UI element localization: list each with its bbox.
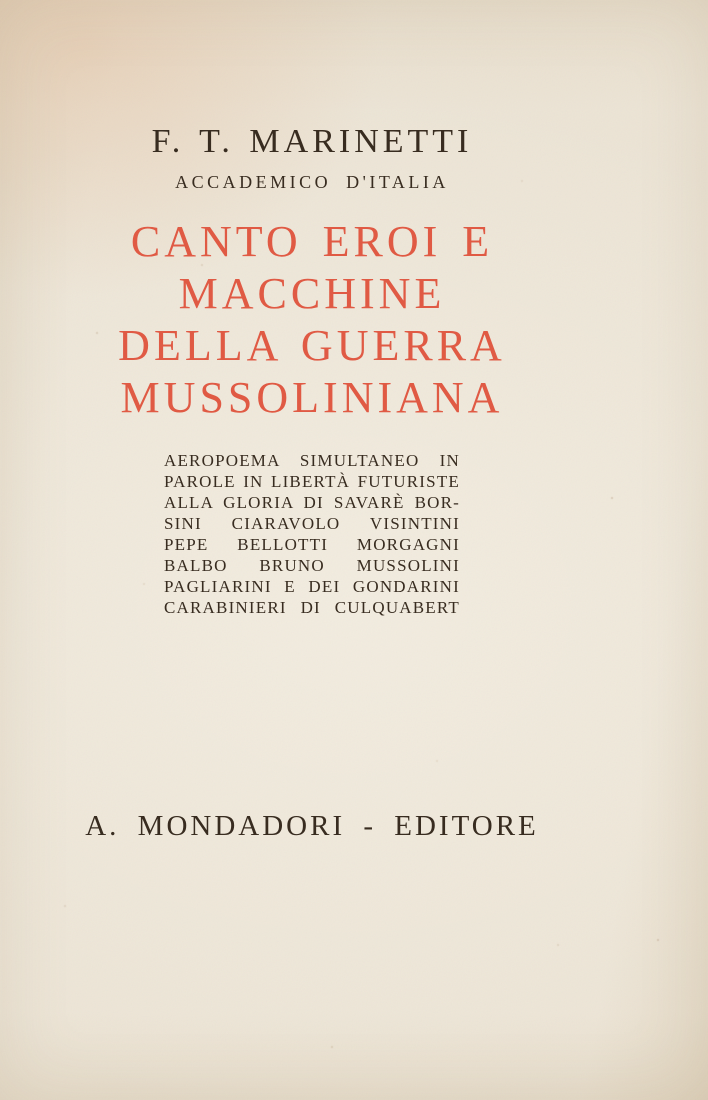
subtitle-line: PAGLIARINI E DEI GONDARINI	[164, 577, 460, 596]
book-title-line: MACCHINE	[178, 269, 446, 318]
subtitle-line: CARABINIERI DI CULQUABERT	[164, 598, 460, 617]
book-title-line: MUSSOLINIANA	[120, 373, 504, 422]
subtitle-line: PEPE BELLOTTI MORGAGNI	[164, 535, 460, 554]
book-title	[0, 216, 624, 424]
subtitle-line: BALBO BRUNO MUSSOLINI	[164, 556, 460, 575]
author-honorific: ACCADEMICO D'ITALIA	[175, 172, 449, 192]
book-title-line: DELLA GUERRA	[118, 321, 506, 370]
subtitle-line: AEROPOEMA SIMULTANEO IN	[164, 451, 460, 470]
book-title-line: CANTO EROI E	[130, 217, 494, 266]
subtitle-line: PAROLE IN LIBERTÀ FUTURISTE	[164, 472, 460, 491]
subtitle-line: ALLA GLORIA DI SAVARÈ BOR-	[164, 493, 460, 512]
subtitle-block	[164, 450, 460, 618]
author-name: F. T. MARINETTI	[151, 123, 473, 160]
publisher-imprint: A. MONDADORI - EDITORE	[85, 810, 539, 842]
subtitle-line: SINI CIARAVOLO VISINTINI	[164, 514, 460, 533]
